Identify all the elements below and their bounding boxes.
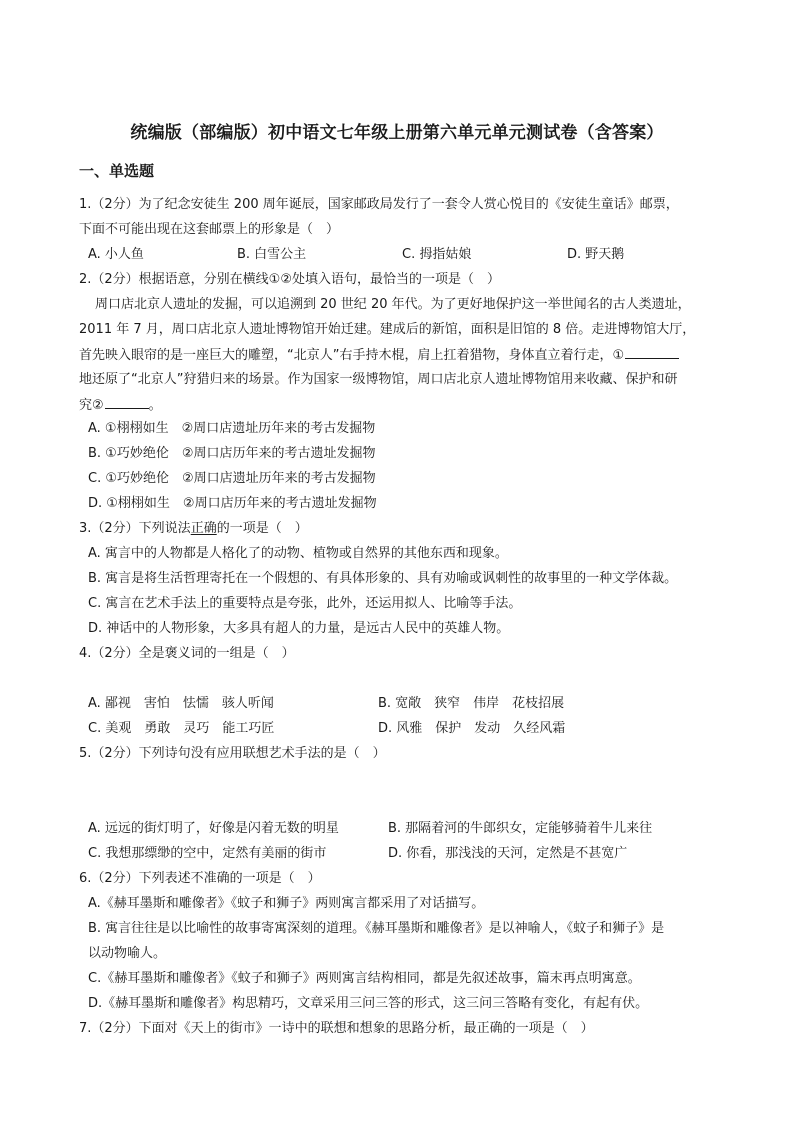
q5-option-a: A. 远远的街灯明了，好像是闪着无数的明星 <box>88 821 339 836</box>
q1-option-b: B. 白雪公主 <box>237 247 307 262</box>
q1-option-d: D. 野天鹅 <box>567 247 625 262</box>
q6-stem: 6.（2分）下列表述不准确的一项是（ ） <box>79 871 321 886</box>
q2-passage-line1: 周口店北京人遗址的发掘，可以追溯到 20 世纪 20 年代。为了更好地保护这一举世闻名的古人类遗址， <box>95 297 691 312</box>
q6-option-b-line1: B. 寓言往往是以比喻性的故事寄寓深刻的道理。《赫耳墨斯和雕像者》是以神喻人，《蚊子和狮子》是 <box>88 921 665 936</box>
q5-stem: 5.（2分）下列诗句没有应用联想艺术手法的是（ ） <box>79 746 386 761</box>
q1-option-a: A. 小人鱼 <box>88 247 144 262</box>
q1-stem-line2: 下面不可能出现在这套邮票上的形象是（ ） <box>79 222 340 237</box>
q2-option-c: C. ①巧妙绝伦 ②周口店遗址历年来的考古发掘物 <box>88 471 376 486</box>
section-heading: 一、单选题 <box>79 162 155 180</box>
q3-option-d: D. 神话中的人物形象，大多具有超人的力量，是远古人民中的英雄人物。 <box>88 621 510 636</box>
q5-option-b: B. 那隔着河的牛郎织女，定能够骑着牛儿来往 <box>388 821 653 836</box>
q4-option-a: A. 鄙视 害怕 怯懦 骇人听闻 <box>88 696 274 711</box>
q4-option-d: D. 风雅 保护 发动 久经风霜 <box>378 721 566 736</box>
q4-stem: 4.（2分）全是褒义词的一组是（ ） <box>79 646 295 661</box>
q6-option-c: C.《赫耳墨斯和雕像者》《蚊子和狮子》两则寓言结构相同，都是先叙述故事，篇末再点明寓意。 <box>88 971 641 986</box>
q2-stem: 2.（2分）根据语意，分别在横线①②处填入语句，最恰当的一项是（ ） <box>79 272 500 287</box>
q5-option-d: D. 你看，那浅浅的天河，定然是不甚宽广 <box>388 846 628 861</box>
blank-2 <box>105 396 149 409</box>
q6-option-a: A.《赫耳墨斯和雕像者》《蚊子和狮子》两则寓言都采用了对话描写。 <box>88 896 485 911</box>
q4-option-c: C. 美观 勇敢 灵巧 能工巧匠 <box>88 721 275 736</box>
q2-passage-line5: 究② 。 <box>79 398 162 413</box>
q2-option-a: A. ①栩栩如生 ②周口店遗址历年来的考古发掘物 <box>88 421 376 436</box>
q5-option-c: C. 我想那缥缈的空中，定然有美丽的街市 <box>88 846 327 861</box>
q3-option-c: C. 寓言在艺术手法上的重要特点是夸张，此外，还运用拟人、比喻等手法。 <box>88 596 522 611</box>
page-title: 统编版（部编版）初中语文七年级上册第六单元单元测试卷（含答案） <box>130 123 664 143</box>
underlined-keyword: 正确 <box>190 521 217 536</box>
q6-option-d: D.《赫耳墨斯和雕像者》构思精巧，文章采用三问三答的形式，这三问三答略有变化，有起有伏。 <box>88 996 649 1011</box>
q2-option-d: D. ①栩栩如生 ②周口店历年来的考古遗址发掘物 <box>88 496 377 511</box>
q2-passage-line3: 首先映入眼帘的是一座巨大的雕塑，“北京人”右手持木棍，肩上扛着猎物，身体直立着行走，① <box>79 346 679 365</box>
q1-stem-line1: 1.（2分）为了纪念安徒生 200 周年诞辰，国家邮政局发行了一套令人赏心悦目的《安徒生童话》邮票， <box>79 197 679 212</box>
q7-stem: 7.（2分）下面对《天上的街市》一诗中的联想和想象的思路分析，最正确的一项是（ ） <box>79 1021 594 1036</box>
q6-option-b-line2: 以动物喻人。 <box>88 946 167 961</box>
q3-option-a: A. 寓言中的人物都是人格化了的动物、植物或自然界的其他东西和现象。 <box>88 546 508 561</box>
q2-option-b: B. ①巧妙绝伦 ②周口店历年来的考古遗址发掘物 <box>88 446 376 461</box>
q4-option-b: B. 宽敞 狭窄 伟岸 花枝招展 <box>378 696 565 711</box>
q2-passage-line4: 地还原了“北京人”狩猎归来的场景。作为国家一级博物馆，周口店北京人遗址博物馆用来收藏、保护和研 <box>79 372 678 387</box>
q2-passage-line2: 2011 年 7 月，周口店北京人遗址博物馆开始迁建。建成后的新馆，面积是旧馆的 8 倍。走进博物馆大厅， <box>79 322 696 337</box>
q3-option-b: B. 寓言是将生活哲理寄托在一个假想的、有具体形象的、具有劝喻或讽刺性的故事里的一种文学体裁。 <box>88 571 678 586</box>
q3-stem: 3.（2分）下列说法正确的一项是（ ） <box>79 521 308 536</box>
blank-1 <box>625 346 679 359</box>
q1-option-c: C. 拇指姑娘 <box>402 247 472 262</box>
